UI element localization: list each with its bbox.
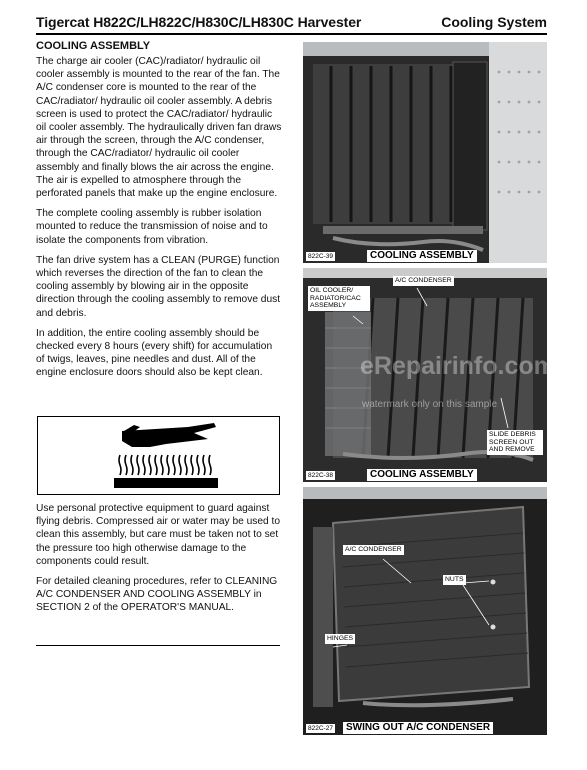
- callout-ac-condenser: A/C CONDENSER: [345, 546, 402, 553]
- watermark-note: watermark only on this sample: [362, 399, 498, 410]
- photo-code: 822C-39: [308, 253, 333, 260]
- section-title: Cooling System: [441, 14, 547, 30]
- paragraph-6: For detailed cleaning procedures, refer to CLEANING A/C CONDENSER AND COOLING ASSEMBLY in SECTION 2 of the OPERATOR'S MANUAL.: [36, 576, 278, 614]
- hot-surface-warning-box: [37, 416, 280, 495]
- callout-ac-condenser: A/C CONDENSER: [395, 277, 452, 284]
- paragraph-4: In addition, the entire cooling assembly should be checked every 8 hours (every shift) for accumulation of twigs, leaves, pine needles and dust. All of the engine enclosure doors should also be kept clean.: [36, 327, 273, 379]
- watermark-site: eRepairinfo.com: [360, 352, 556, 380]
- lower-text-column: [36, 502, 282, 622]
- photo-code: 822C-27: [308, 725, 333, 732]
- paragraph-1: The charge air cooler (CAC)/radiator/ hydraulic oil cooler assembly is mounted to the rear of the fan. The A/C condenser core is mounted to the rear of the CAC/radiator/ hydraulic oil cooler assembly. A debris screen is used to protect the CAC/radiator/ hydraulic oil cooler assembly. The hydraulically driven fan draws air through the screen, through the A/C condenser, through the CAC/radiator/ hydraulic oil cooler assembly and finally blows the air across the engine. The air is expelled to atmosphere through the perforated panels that make up the engine enclosure.: [36, 56, 282, 200]
- photo-cooling-assembly-1: [303, 42, 547, 263]
- photo-caption: COOLING ASSEMBLY: [367, 469, 477, 481]
- photo-code: 822C-38: [308, 472, 333, 479]
- paragraph-2: The complete cooling assembly is rubber isolation mounted to reduce the transmission of noise and to isolate the components from vibration.: [36, 208, 268, 246]
- callout-oil-cooler-assembly: OIL COOLER/ RADIATOR/CAC ASSEMBLY: [308, 286, 370, 311]
- page-header: [36, 13, 547, 35]
- text-column: [36, 40, 282, 387]
- paragraph-5: Use personal protective equipment to guard against flying debris. Compressed air or water may be used to clean this assembly, but care must be taken not to set the pressure too high otherwise damage to the components could result.: [36, 503, 281, 567]
- callout-slide-debris-screen: SLIDE DEBRIS SCREEN OUT AND REMOVE: [487, 430, 543, 455]
- hand-over-hot-surface-icon: [38, 417, 281, 496]
- paragraph-3: The fan drive system has a CLEAN (PURGE) function which reverses the direction of the fan to clean the cooling assembly by blowing air in the opposite direction through the cooling assembly to remove dust and debris.: [36, 254, 281, 319]
- bottom-divider: [36, 645, 280, 646]
- photo-caption: COOLING ASSEMBLY: [367, 250, 477, 262]
- cooling-assembly-photo-1-image: [303, 42, 547, 263]
- photo-caption: SWING OUT A/C CONDENSER: [343, 722, 493, 734]
- document-title: Tigercat H822C/LH822C/H830C/LH830C Harvester: [36, 14, 362, 30]
- callout-nuts: NUTS: [445, 576, 464, 583]
- photo-swing-out-condenser: [303, 487, 547, 735]
- cooling-assembly-heading: COOLING ASSEMBLY: [36, 40, 151, 52]
- swing-out-condenser-photo-image: [303, 487, 547, 735]
- callout-hinges: HINGES: [327, 635, 354, 642]
